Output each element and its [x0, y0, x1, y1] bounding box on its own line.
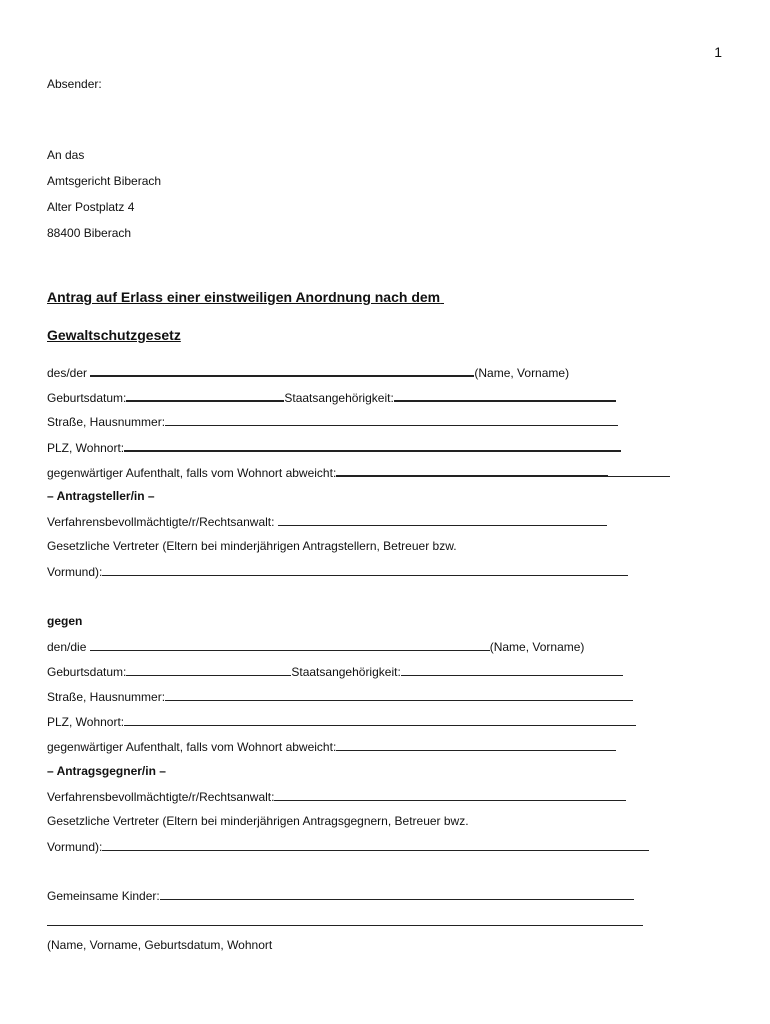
respondent-street-label: Straße, Hausnummer: — [47, 690, 166, 704]
applicant-nationality-blank[interactable] — [394, 389, 616, 402]
respondent-birth-nationality-field[interactable] — [47, 664, 623, 679]
applicant-zip-field[interactable] — [47, 439, 621, 455]
respondent-name-blank[interactable] — [90, 639, 490, 651]
respondent-birthdate-label: Geburtsdatum: — [47, 665, 127, 679]
respondent-guardian-label: Vormund): — [47, 840, 103, 854]
applicant-birthdate-label: Geburtsdatum: — [47, 391, 127, 405]
children-extra-line[interactable] — [47, 925, 643, 926]
recipient-line-3: Alter Postplatz 4 — [47, 200, 135, 214]
recipient-line-1: An das — [47, 148, 85, 162]
applicant-residence-field[interactable] — [47, 464, 670, 480]
applicant-guardian-label: Vormund): — [47, 565, 103, 579]
respondent-zip-field[interactable] — [47, 714, 636, 729]
respondent-nationality-label: Staatsangehörigkeit: — [291, 665, 401, 679]
respondent-name-suffix: (Name, Vorname) — [489, 640, 585, 654]
applicant-residence-blank-extension[interactable] — [608, 465, 670, 477]
applicant-role-label: – Antragsteller/in – — [47, 489, 155, 503]
children-hint: (Name, Vorname, Geburtsdatum, Wohnort — [47, 938, 273, 952]
applicant-lawyer-blank[interactable] — [278, 514, 607, 526]
respondent-zip-blank[interactable] — [124, 714, 636, 726]
applicant-guardian-field[interactable] — [47, 564, 628, 579]
children-blank[interactable] — [160, 888, 634, 900]
respondent-name-field[interactable] — [47, 639, 584, 654]
respondent-zip-label: PLZ, Wohnort: — [47, 715, 125, 729]
applicant-residence-blank[interactable] — [336, 464, 608, 477]
applicant-lawyer-label: Verfahrensbevollmächtigte/r/Rechtsanwalt: — [47, 515, 275, 529]
respondent-street-field[interactable] — [47, 689, 633, 704]
applicant-zip-blank[interactable] — [124, 439, 621, 452]
applicant-name-suffix: (Name, Vorname) — [474, 366, 570, 380]
respondent-guardian-field[interactable] — [47, 839, 649, 854]
respondent-guardian-line-1: Gesetzliche Vertreter (Eltern bei minderjährigen Antragsgegnern, Betreuer bwz. — [47, 814, 469, 828]
respondent-residence-label: gegenwärtiger Aufenthalt, falls vom Wohnort abweicht: — [47, 740, 337, 754]
applicant-name-blank[interactable] — [90, 364, 474, 377]
respondent-street-blank[interactable] — [165, 689, 633, 701]
applicant-guardian-blank[interactable] — [102, 564, 628, 576]
recipient-line-2: Amtsgericht Biberach — [47, 174, 162, 188]
document-title-line-2: Gewaltschutzgesetz — [47, 327, 181, 343]
applicant-residence-label: gegenwärtiger Aufenthalt, falls vom Wohnort abweicht: — [47, 466, 337, 480]
applicant-name-prefix: des/der — [47, 366, 88, 380]
respondent-lawyer-field[interactable] — [47, 789, 626, 804]
respondent-name-prefix: den/die — [47, 640, 87, 654]
respondent-residence-blank[interactable] — [336, 739, 616, 751]
applicant-street-field[interactable] — [47, 414, 618, 429]
sender-label: Absender: — [47, 77, 102, 91]
respondent-role-label: – Antragsgegner/in – — [47, 764, 166, 778]
children-field[interactable] — [47, 888, 634, 903]
applicant-guardian-line-1: Gesetzliche Vertreter (Eltern bei minderjährigen Antragstellern, Betreuer bzw. — [47, 539, 457, 553]
document-title-line-1: Antrag auf Erlass einer einstweiligen Anordnung nach dem — [47, 289, 441, 305]
against-label: gegen — [47, 614, 83, 628]
respondent-lawyer-label: Verfahrensbevollmächtigte/r/Rechtsanwalt: — [47, 790, 275, 804]
page-number: 1 — [714, 44, 722, 60]
applicant-zip-label: PLZ, Wohnort: — [47, 441, 125, 455]
applicant-nationality-label: Staatsangehörigkeit: — [284, 391, 394, 405]
respondent-residence-field[interactable] — [47, 739, 616, 754]
applicant-street-label: Straße, Hausnummer: — [47, 415, 166, 429]
applicant-name-field[interactable] — [47, 364, 569, 380]
respondent-birthdate-blank[interactable] — [126, 664, 291, 676]
respondent-nationality-blank[interactable] — [401, 664, 623, 676]
applicant-lawyer-field[interactable] — [47, 514, 607, 529]
applicant-birth-nationality-field[interactable] — [47, 389, 616, 405]
applicant-birthdate-blank[interactable] — [126, 389, 284, 402]
respondent-lawyer-blank[interactable] — [274, 789, 626, 801]
children-label: Gemeinsame Kinder: — [47, 889, 160, 903]
applicant-street-blank[interactable] — [165, 414, 618, 426]
recipient-line-4: 88400 Biberach — [47, 226, 132, 240]
respondent-guardian-blank[interactable] — [102, 839, 649, 851]
